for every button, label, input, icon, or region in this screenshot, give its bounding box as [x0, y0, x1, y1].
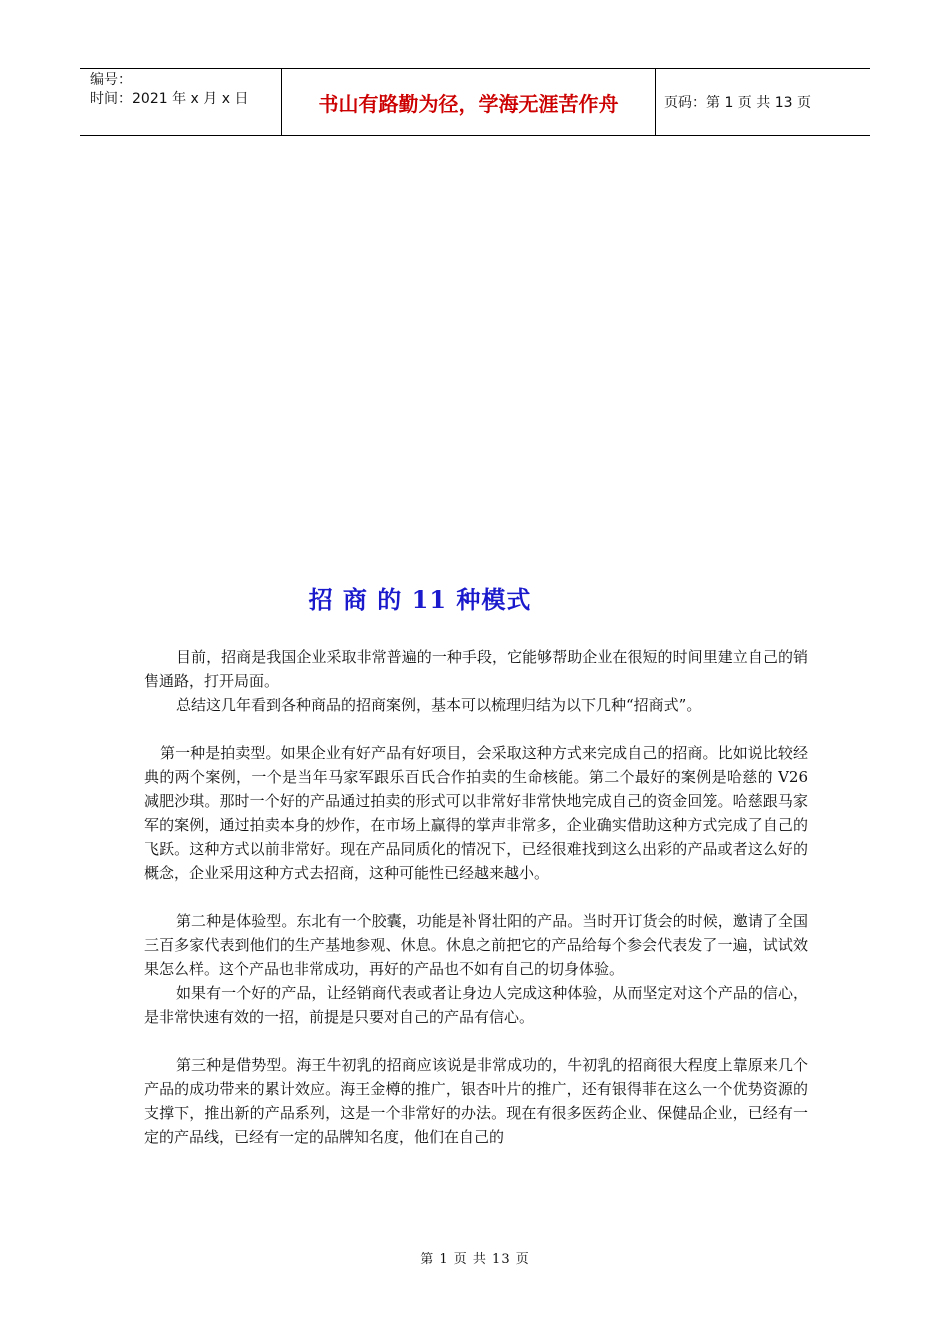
page-header [80, 68, 870, 136]
paragraph: 总结这几年看到各种商品的招商案例，基本可以梳理归结为以下几种“招商式”。 [176, 696, 702, 714]
paragraph: 第三种是借势型。海王牛初乳的招商应该说是非常成功的，牛初乳的招商很大程度上靠原来几个产品的成功带来的累计效应。海王金樽的推广，银杏叶片的推广，还有银得菲在这么一个优势资源的支撑下，推出新的产品系列，这是一个非常好的办法。现在有很多医药企业、保健品企业，已经有一定的产品线，已经有一定的品牌知名度，他们在自己的 [144, 1056, 808, 1146]
paragraph-spacer [144, 717, 808, 741]
header-motto: 书山有路勤为径，学海无涯苦作舟 [282, 69, 656, 135]
header-page-info: 页码：第 1 页 共 13 页 [664, 95, 811, 111]
paragraph: 目前，招商是我国企业采取非常普遍的一种手段，它能够帮助企业在很短的时间里建立自己的销售通路，打开局面。 [144, 648, 808, 690]
page-footer: 第 1 页 共 13 页 [420, 1252, 530, 1267]
document-body [144, 645, 808, 1149]
paragraph-spacer [144, 885, 808, 909]
paragraph-spacer [144, 1029, 808, 1053]
paragraph: 第二种是体验型。东北有一个胶囊，功能是补肾壮阳的产品。当时开订货会的时候，邀请了全国三百多家代表到他们的生产基地参观、休息。休息之前把它的产品给每个参会代表发了一遍，试试效果怎么样。这个产品也非常成功，再好的产品也不如有自己的切身体验。 [144, 912, 808, 978]
document-number-label: 编号： [90, 72, 132, 88]
document-title: 招 商 的 11 种模式 [308, 585, 532, 614]
document-date: 时间：2021 年 x 月 x 日 [90, 91, 249, 107]
paragraph: 如果有一个好的产品，让经销商代表或者让身边人完成这种体验，从而坚定对这个产品的信心，是非常快速有效的一招，前提是只要对自己的产品有信心。 [144, 984, 808, 1026]
paragraph: 第一种是拍卖型。如果企业有好产品有好项目，会采取这种方式来完成自己的招商。比如说比较经典的两个案例，一个是当年马家军跟乐百氏合作拍卖的生命核能。第二个最好的案例是哈慈的 V26 减肥沙琪。那时一个好的产品通过拍卖的形式可以非常好非常快地完成自己的资金回笼。哈慈跟马家军的案例，通过拍卖本身的炒作，在市场上赢得的掌声非常多，企业确实借助这种方式完成了自己的飞跃。这种方式以前非常好。现在产品同质化的情况下，已经很难找到这么出彩的产品或者这么好的概念，企业采用这种方式去招商，这种可能性已经越来越小。 [144, 744, 808, 882]
header-meta [80, 69, 282, 135]
